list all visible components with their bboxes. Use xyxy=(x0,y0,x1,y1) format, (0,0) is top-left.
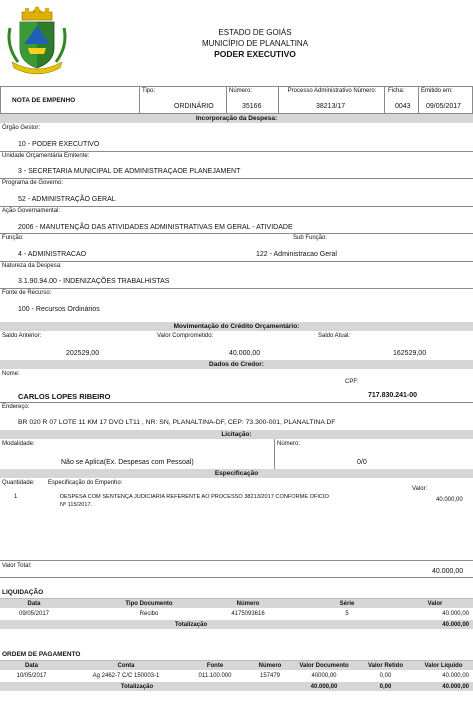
especificacao-text-line2: Nº 115/2017. xyxy=(60,502,93,508)
liq-row-valor: 40.000,00 xyxy=(442,611,469,617)
op-row-fonte: 011.100.000 xyxy=(198,673,232,679)
especificacao-valor: 40.000,00 xyxy=(436,497,463,503)
liq-total-value: 40.000,00 xyxy=(442,622,469,628)
incorporacao-title: Incorporação da Despesa: xyxy=(0,114,473,123)
op-total-ret: 0,00 xyxy=(379,684,392,690)
valor-label: Valor: xyxy=(412,486,428,492)
liq-header-tipo: Tipo Documento xyxy=(125,601,173,607)
acao-value: 2006 - MANUTENÇÃO DAS ATIVIDADES ADMINISTRATIVAS EM GERAL - ATIVIDADE xyxy=(18,224,293,231)
licitacao-title: Licitação: xyxy=(0,430,473,439)
ficha-value: 0043 xyxy=(395,103,411,110)
lic-numero-label: Número: xyxy=(277,441,301,447)
cpf-value: 717.830.241-00 xyxy=(368,392,418,399)
funcao-label: Função: xyxy=(2,235,24,241)
lic-numero-value: 0/0 xyxy=(357,459,367,466)
fonte-label: Fonte de Recurso: xyxy=(2,290,52,296)
saldo-atual-value: 162529,00 xyxy=(393,350,427,357)
orgao-value: 10 - PODER EXECUTIVO xyxy=(18,141,100,148)
valor-total-value: 40.000,00 xyxy=(432,568,464,575)
especificacao-text-line1: DESPESA COM SENTENÇA JUDICIARIA REFERENTE AO PROCESSO 38213/2017 CONFORME OFICIO xyxy=(60,494,329,500)
funcao-value: 4 - ADMINISTRACAO xyxy=(18,251,87,258)
state-name: ESTADO DE GOIÁS xyxy=(218,28,292,37)
saldo-anterior-label: Saldo Anterior: xyxy=(2,333,42,339)
saldo-anterior-value: 202529,00 xyxy=(66,350,100,357)
op-row-conta: Ag 2462-7 C/C 150003-1 xyxy=(92,673,160,679)
valor-comprometido-label: Valor Comprometido: xyxy=(157,333,214,339)
emitido-value: 09/05/2017 xyxy=(426,103,462,110)
liq-row-serie: 5 xyxy=(345,611,349,617)
saldo-atual-label: Saldo Atual: xyxy=(318,333,351,339)
valor-total-box xyxy=(0,560,473,578)
natureza-value: 3.1.90.94.00 - INDENIZAÇÕES TRABALHISTAS xyxy=(18,278,170,285)
op-total-doc: 40.000,00 xyxy=(310,684,338,690)
coat-of-arms-logo xyxy=(4,4,70,76)
tipo-label: Tipo: xyxy=(142,88,156,94)
emitido-label: Emitido em: xyxy=(421,88,453,94)
unidade-label: Unidade Orçamentária Emitente: xyxy=(2,153,90,159)
op-row-valor-liq: 40.000,00 xyxy=(442,673,469,679)
op-row-data: 10/05/2017 xyxy=(16,673,47,679)
cpf-label: CPF: xyxy=(345,379,359,385)
liq-total-label: Totalização xyxy=(174,622,208,628)
liq-header-numero: Número xyxy=(236,601,260,607)
liq-row-numero: 4175093616 xyxy=(231,611,265,617)
op-header-valor-ret: Valor Retido xyxy=(367,663,403,669)
nome-label: Nome: xyxy=(2,371,20,377)
programa-value: 52 - ADMINISTRAÇÃO GERAL xyxy=(18,196,116,203)
liq-header-serie: Série xyxy=(339,601,355,607)
op-header-numero: Número xyxy=(258,663,282,669)
op-row-valor-ret: 0,00 xyxy=(379,673,392,679)
branch-name: PODER EXECUTIVO xyxy=(214,49,296,59)
endereco-value: BR 020 R 07 LOTE 11 KM 17 DVO LT11 , NR: SN, PLANALTINA-DF, CEP: 73.300-001, PLANALTINA DF xyxy=(18,419,336,426)
numero-label: Número: xyxy=(229,88,253,94)
processo-label: Processo Administrativo Número: xyxy=(287,88,377,94)
op-header-valor-liq: Valor Líquido xyxy=(424,663,463,669)
ordem-title: ORDEM DE PAGAMENTO xyxy=(2,651,81,658)
op-row-valor-doc: 40000,00 xyxy=(311,673,337,679)
natureza-label: Natureza da Despesa: xyxy=(2,263,62,269)
op-header-conta: Conta xyxy=(117,663,135,669)
especificacao-label: Especificação do Empenho: xyxy=(48,480,123,486)
acao-label: Ação Governamental: xyxy=(2,208,61,214)
liq-row-tipo: Recibo xyxy=(139,611,159,617)
valor-comprometido-value: 40.000,00 xyxy=(229,350,261,357)
modalidade-label: Modalidade: xyxy=(2,441,35,447)
municipality-name: MUNICÍPIO DE PLANALTINA xyxy=(201,39,309,48)
op-total-label: Totalização xyxy=(120,684,154,690)
subfuncao-value: 122 - Administracao Geral xyxy=(256,251,337,258)
modalidade-value: Não se Aplica(Ex. Despesas com Pessoal) xyxy=(61,459,194,466)
doc-title: NOTA DE EMPENHO xyxy=(12,97,76,104)
valor-total-label: Valor Total: xyxy=(2,563,32,569)
liq-header-data: Data xyxy=(27,601,41,607)
op-header-fonte: Fonte xyxy=(206,663,224,669)
fonte-value: 100 - Recursos Ordinários xyxy=(18,306,100,313)
quantidade-label: Quantidade: xyxy=(2,480,35,486)
especificacao-title: Especificação xyxy=(0,469,473,478)
orgao-label: Órgão Gestor: xyxy=(2,125,41,131)
op-row-numero: 157479 xyxy=(259,673,281,679)
ficha-label: Ficha: xyxy=(388,88,405,94)
liq-row-data: 09/05/2017 xyxy=(18,611,50,617)
processo-value: 38213/17 xyxy=(316,103,346,110)
subfuncao-label: Sub Função: xyxy=(293,235,328,241)
credor-title: Dados do Credor: xyxy=(0,360,473,369)
op-header-data: Data xyxy=(24,663,38,669)
numero-value: 35166 xyxy=(242,103,262,110)
programa-label: Programa de Governo: xyxy=(2,180,64,186)
tipo-value: ORDINÁRIO xyxy=(174,103,214,110)
movimentacao-title: Movimentação do Crédito Orçamentário: xyxy=(0,322,473,331)
op-header-valor-doc: Valor Documento xyxy=(299,663,349,669)
unidade-value: 3 - SECRETARIA MUNICIPAL DE ADMINISTRAÇAOE PLANEJAMENT xyxy=(18,168,241,175)
endereco-label: Endereço: xyxy=(2,404,30,410)
liq-header-valor: Valor xyxy=(427,601,443,607)
quantidade-value: 1 xyxy=(14,494,18,500)
liquidacao-title: LIQUIDAÇÃO xyxy=(2,589,44,596)
op-total-liq: 40.000,00 xyxy=(442,684,469,690)
nome-value: CARLOS LOPES RIBEIRO xyxy=(18,392,111,401)
